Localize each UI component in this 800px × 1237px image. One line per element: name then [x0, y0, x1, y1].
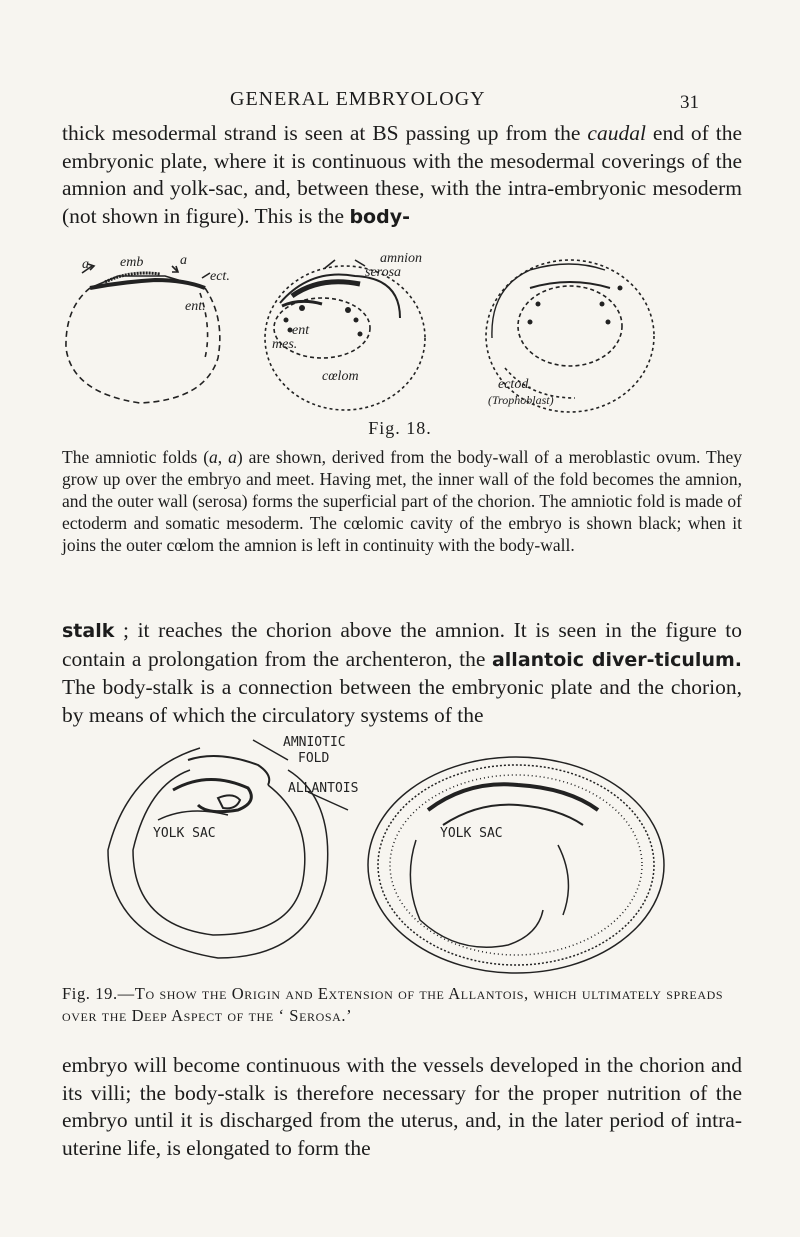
fig19-label-amniotic: AMNIOTIC — [283, 735, 346, 750]
fig19-caption — [62, 983, 742, 1027]
fig18-right-black-dots — [528, 286, 623, 325]
paragraph-1-text-a: thick mesodermal strand is seen at BS passing up from the — [62, 121, 588, 145]
paragraph-2-bold-a: stalk — [62, 620, 115, 642]
page-number: 31 — [680, 92, 699, 113]
paragraph-1-caudal: caudal — [587, 121, 646, 145]
fig18-legend-it1: a — [209, 447, 218, 467]
paragraph-1 — [62, 120, 742, 231]
paragraph-3: embryo will become continuous with the vessels developed in the chorion and its villi; the body-stalk is therefore necessary for the proper nutrition of the embryo until it is discharged from the uterus, and, in the later period of intra-uterine life, is elongated to form the — [62, 1053, 742, 1160]
fig19-label-yolk-sac-left: YOLK SAC — [153, 826, 216, 841]
fig19-caption-lead: Fig. 19.— — [62, 984, 135, 1003]
fig19-left-drawing — [108, 740, 328, 958]
fig18-left-drawing — [66, 264, 220, 403]
fig18-legend-b: ) are shown, derived from the body-wall of a meroblastic ovum. They grow up over the embryo and meet. Having met, the inner wall of the fold becomes the amnion, and the outer wall (serosa) forms the superficial part of the chorion. The amniotic fold is made of ectoderm and somatic mesoderm. The cœlomic cavity of the embryo is shown black; when it joins the outer cœlom the amnion is left in continuity with the body-wall. — [62, 447, 743, 555]
fig18-label-mes: mes. — [272, 337, 298, 352]
paragraph-2 — [62, 617, 742, 729]
fig18-label-ent: ent — [292, 323, 310, 338]
fig18-label-a2: a — [180, 253, 187, 268]
fig18-label-serosa: serosa — [365, 265, 402, 280]
paragraph-2-text-a: ; it reaches the chorion above the amnion. It is seen in the figure to contain a prolongation from the archenteron, the — [62, 618, 742, 671]
fig19-right-drawing — [308, 757, 664, 973]
paragraph-1-bold: body- — [349, 205, 410, 228]
fig19-caption-text: To show the Origin and Extension of the Allantois, which ultimately spreads over the Deep Aspect of the ‘ Serosa.’ — [62, 984, 724, 1025]
fig18-label-ectod: ectod. — [498, 377, 532, 392]
paragraph-2-bold-b: allantoic diver-ticulum. — [491, 648, 742, 671]
figure-18 — [60, 248, 670, 413]
running-title: GENERAL EMBRYOLOGY — [230, 88, 486, 110]
fig19-label-fold: FOLD — [298, 751, 330, 766]
paragraph-1-text-b: end of the embryonic plate, where it is continuous with the mesodermal coverings of the amnion and yolk-sac, and, between these, with the intra-embryonic mesoderm (not shown in figure). This is the — [62, 121, 743, 228]
fig18-label-coelom: cœlom — [322, 369, 359, 384]
fig18-label-ect: ect. — [210, 269, 230, 284]
page-header — [0, 88, 800, 116]
fig19-label-allantois: ALLANTOIS — [288, 781, 359, 796]
fig18-legend-it2: a — [228, 447, 237, 467]
fig18-middle-drawing — [265, 260, 425, 410]
fig18-label-emb: emb — [120, 255, 144, 270]
fig18-legend-a: The amniotic folds ( — [62, 447, 210, 467]
fig18-label-amnion: amnion — [380, 251, 422, 266]
fig18-label-ent-left: ent. — [185, 299, 206, 314]
figure-19 — [98, 730, 698, 978]
fig18-label-a1: a — [82, 257, 89, 272]
fig18-legend-sep: , — [217, 447, 229, 467]
fig18-legend — [62, 446, 742, 556]
fig19-label-yolk-sac-right: YOLK SAC — [440, 826, 503, 841]
fig18-label-trophoblast: (Trophoblast) — [488, 393, 554, 407]
fig18-caption: Fig. 18. — [368, 418, 432, 438]
paragraph-2-text-b: The body-stalk is a connection between the embryonic plate and the chorion, by means of which the circulatory systems of the — [62, 675, 742, 727]
